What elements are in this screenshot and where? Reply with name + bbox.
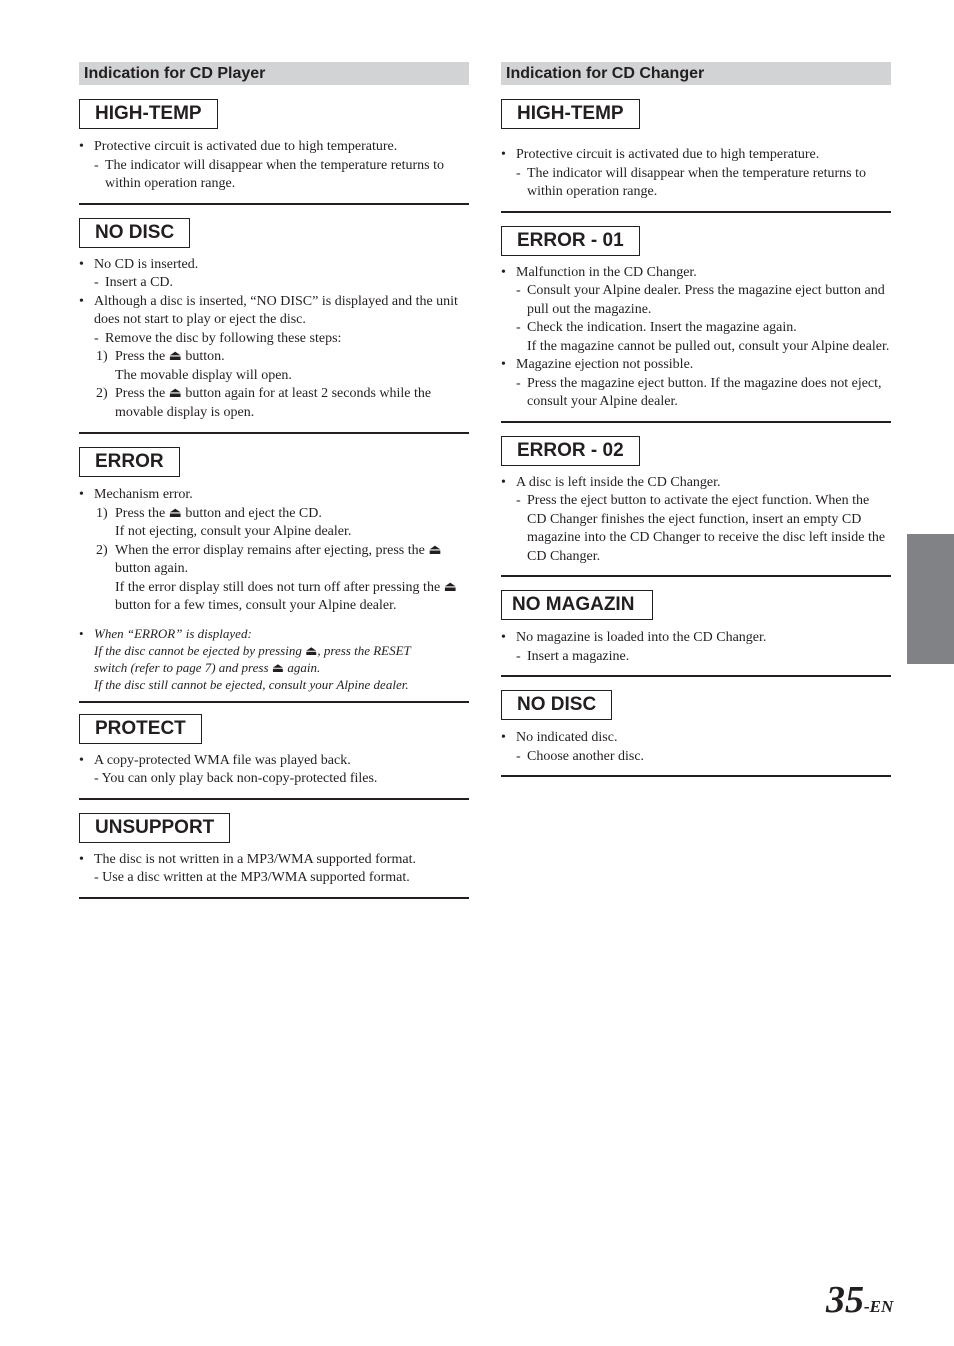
changer-high-temp-title: HIGH-TEMP bbox=[501, 99, 640, 129]
changer-error02-section bbox=[501, 436, 891, 578]
step-item: 1) Press the ⏏ button. bbox=[96, 349, 225, 364]
list-item: - Check the indication. Insert the magazine again. bbox=[501, 319, 891, 338]
player-protect-section bbox=[79, 714, 469, 800]
list-item: • No indicated disc. bbox=[501, 729, 891, 748]
step-note: If the error display still does not turn off after pressing the ⏏ button for a few times, consult your Alpine dealer. bbox=[115, 579, 457, 613]
cd-changer-heading: Indication for CD Changer bbox=[501, 62, 891, 85]
list-item: - Insert a CD. bbox=[79, 274, 469, 293]
player-unsupport-title: UNSUPPORT bbox=[79, 813, 230, 843]
list-item: - Remove the disc by following these steps: bbox=[79, 330, 469, 349]
list-item: • Protective circuit is activated due to high temperature. bbox=[79, 138, 469, 157]
cd-player-column bbox=[79, 62, 469, 899]
list-item: If the magazine cannot be pulled out, consult your Alpine dealer. bbox=[527, 338, 890, 354]
changer-error02-title: ERROR - 02 bbox=[501, 436, 640, 466]
step-item: 2) Press the ⏏ button again for at least 2 seconds while the movable display is open. bbox=[96, 386, 432, 420]
list-item: • Mechanism error. bbox=[79, 486, 469, 505]
player-no-disc-section bbox=[79, 218, 469, 435]
step-note: The movable display will open. bbox=[115, 367, 292, 383]
eject-icon: ⏏ bbox=[271, 659, 285, 675]
step-item: 1) Press the ⏏ button and eject the CD. bbox=[96, 505, 322, 521]
list-item: • Malfunction in the CD Changer. bbox=[501, 264, 891, 283]
changer-no-disc-section bbox=[501, 690, 891, 777]
list-item: - You can only play back non-copy-protected files. bbox=[94, 771, 378, 786]
list-item: • A disc is left inside the CD Changer. bbox=[501, 474, 891, 493]
list-item: • Although a disc is inserted, “NO DISC” is displayed and the unit does not start to play or eject the disc. bbox=[79, 293, 469, 330]
list-item: - Choose another disc. bbox=[501, 748, 891, 767]
eject-icon: ⏏ bbox=[443, 579, 457, 595]
changer-error01-title: ERROR - 01 bbox=[501, 226, 640, 256]
list-item: • No CD is inserted. bbox=[79, 256, 469, 275]
step-note: If not ejecting, consult your Alpine dealer. bbox=[115, 524, 352, 539]
side-tab-marker bbox=[907, 534, 954, 664]
list-item: • Magazine ejection not possible. bbox=[501, 356, 891, 375]
step-item: 2) When the error display remains after ejecting, press the ⏏ button again. bbox=[96, 542, 442, 576]
player-high-temp-title: HIGH-TEMP bbox=[79, 99, 218, 129]
changer-high-temp-section bbox=[501, 99, 891, 213]
list-item: - Press the eject button to activate the eject function. When the CD Changer finishes the eject function, insert an empty CD magazine into the CD Changer to receive the disc left inside the CD Changer. bbox=[501, 492, 891, 566]
eject-icon: ⏏ bbox=[305, 642, 318, 658]
eject-icon: ⏏ bbox=[168, 386, 182, 401]
changer-error01-section bbox=[501, 226, 891, 423]
page-number: 35-EN bbox=[826, 1279, 894, 1321]
list-item: - Press the magazine eject button. If the magazine does not eject, consult your Alpine dealer. bbox=[501, 375, 891, 412]
changer-no-magazin-section bbox=[501, 590, 891, 677]
list-item: • No magazine is loaded into the CD Changer. bbox=[501, 629, 891, 648]
eject-icon: ⏏ bbox=[168, 505, 182, 521]
list-item: • The disc is not written in a MP3/WMA supported format. bbox=[79, 851, 469, 870]
list-item: • A copy-protected WMA file was played back. bbox=[79, 752, 469, 771]
player-protect-title: PROTECT bbox=[79, 714, 202, 744]
cd-player-heading: Indication for CD Player bbox=[79, 62, 469, 85]
list-item: - Consult your Alpine dealer. Press the magazine eject button and pull out the magazine. bbox=[501, 282, 891, 319]
player-high-temp-section bbox=[79, 99, 469, 205]
eject-icon: ⏏ bbox=[168, 349, 182, 364]
list-item: - The indicator will disappear when the temperature returns to within operation range. bbox=[501, 165, 891, 202]
list-item: • Protective circuit is activated due to high temperature. bbox=[501, 146, 891, 165]
list-item: - The indicator will disappear when the temperature returns to within operation range. bbox=[79, 157, 469, 194]
player-no-disc-title: NO DISC bbox=[79, 218, 190, 248]
error-note: • When “ERROR” is displayed: If the disc cannot be ejected by pressing ⏏, press the RESET switch (refer to page 7) and press ⏏ again. If the disc still cannot be ejected, consult your Alpine dealer. bbox=[79, 625, 469, 693]
changer-no-magazin-title: NO MAGAZIN bbox=[501, 590, 653, 620]
list-item: - Insert a magazine. bbox=[501, 648, 891, 667]
cd-changer-column bbox=[501, 62, 891, 777]
changer-no-disc-title: NO DISC bbox=[501, 690, 612, 720]
player-error-title: ERROR bbox=[79, 447, 180, 477]
eject-icon: ⏏ bbox=[428, 542, 442, 558]
list-item: - Use a disc written at the MP3/WMA supported format. bbox=[94, 870, 410, 885]
player-unsupport-section bbox=[79, 813, 469, 899]
player-error-section bbox=[79, 447, 469, 703]
